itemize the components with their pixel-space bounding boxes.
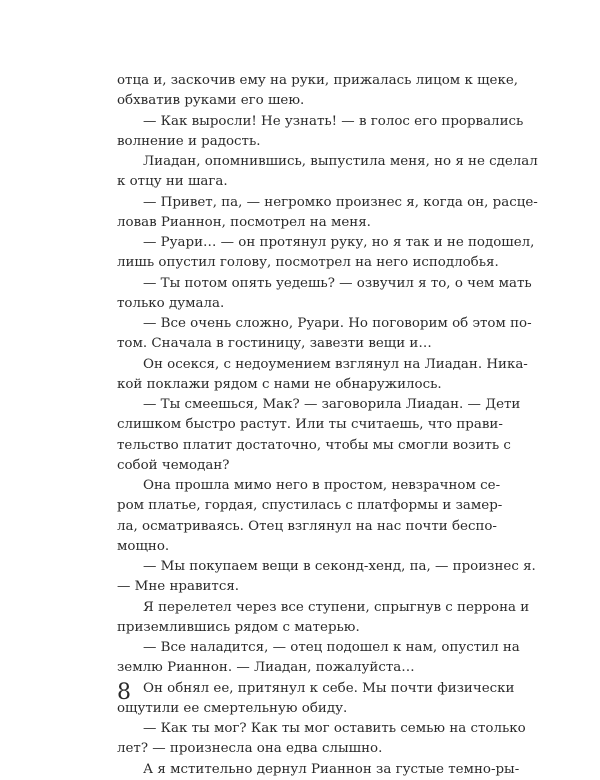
text-line: Она прошла мимо него в простом, невзрачном се- — [143, 478, 501, 493]
text-line: обхватив руками его шею. — [117, 93, 305, 109]
text-line: Лиадан, опомнившись, выпустила меня, но я не сделал — [143, 154, 538, 169]
body-text — [117, 71, 538, 780]
text-line: — Мы покупаем вещи в секонд-хенд, па, — произнес я. — [143, 559, 536, 574]
text-line: собой чемодан? — [117, 457, 230, 473]
text-line: приземлившись рядом с матерью. — [117, 619, 360, 635]
text-line: слишком быстро растут. Или ты считаешь, что прави- — [117, 417, 503, 433]
text-line: ла, осматриваясь. Отец взглянул на нас почти беспо- — [117, 518, 497, 534]
text-line: — Как выросли! Не узнать! — в голос его прорвались — [143, 113, 524, 129]
text-line: кой поклажи рядом с нами не обнаружилось. — [117, 376, 442, 392]
text-line: — Привет, па, — негромко произнес я, когда он, расце- — [143, 194, 538, 210]
text-line: лет? — произнесла она едва слышно. — [117, 741, 383, 757]
text-line: — Ты смеешься, Мак? — заговорила Лиадан. — Дети — [143, 397, 521, 412]
text-line: — Как ты мог? Как ты мог оставить семью на столько — [143, 721, 526, 736]
text-line: отца и, заскочив ему на руки, прижалась лицом к щеке, — [117, 73, 519, 88]
text-line: — Все очень сложно, Руари. Но поговорим об этом по- — [143, 316, 532, 331]
text-line: волнение и радость. — [117, 133, 261, 149]
text-line: — Ты потом опять уедешь? — озвучил я то, о чем мать — [143, 275, 532, 291]
text-line: к отцу ни шага. — [117, 174, 228, 190]
text-line: Он осекся, с недоумением взглянул на Лиадан. Ника- — [143, 356, 528, 372]
text-line: том. Сначала в гостиницу, завезти вещи и… — [117, 336, 432, 352]
text-line: — Мне нравится. — [117, 579, 240, 595]
text-line: лишь опустил голову, посмотрел на него исподлобья. — [117, 255, 499, 271]
text-line: землю Рианнон. — Лиадан, пожалуйста… — [117, 660, 415, 676]
text-line: — Руари… — он протянул руку, но я так и не подошел, — [143, 235, 535, 250]
text-line: Он обнял ее, притянул к себе. Мы почти физически — [143, 680, 515, 696]
text-line: ловав Рианнон, посмотрел на меня. — [117, 214, 371, 230]
text-line: ощутили ее смертельную обиду. — [117, 700, 348, 716]
text-line: — Все наладится, — отец подошел к нам, опустил на — [143, 640, 520, 655]
text-line: А я мстительно дернул Рианнон за густые темно-ры- — [143, 761, 520, 777]
text-line: мощно. — [117, 538, 170, 554]
text-line: тельство платит достаточно, чтобы мы смогли возить с — [117, 437, 511, 453]
text-line: только думала. — [117, 295, 225, 311]
text-line: Я перелетел через все ступени, спрыгнув с перрона и — [143, 599, 530, 615]
page-number: 8 — [117, 680, 131, 705]
text-line: ром платье, гордая, спустилась с платформы и замер- — [117, 498, 503, 514]
